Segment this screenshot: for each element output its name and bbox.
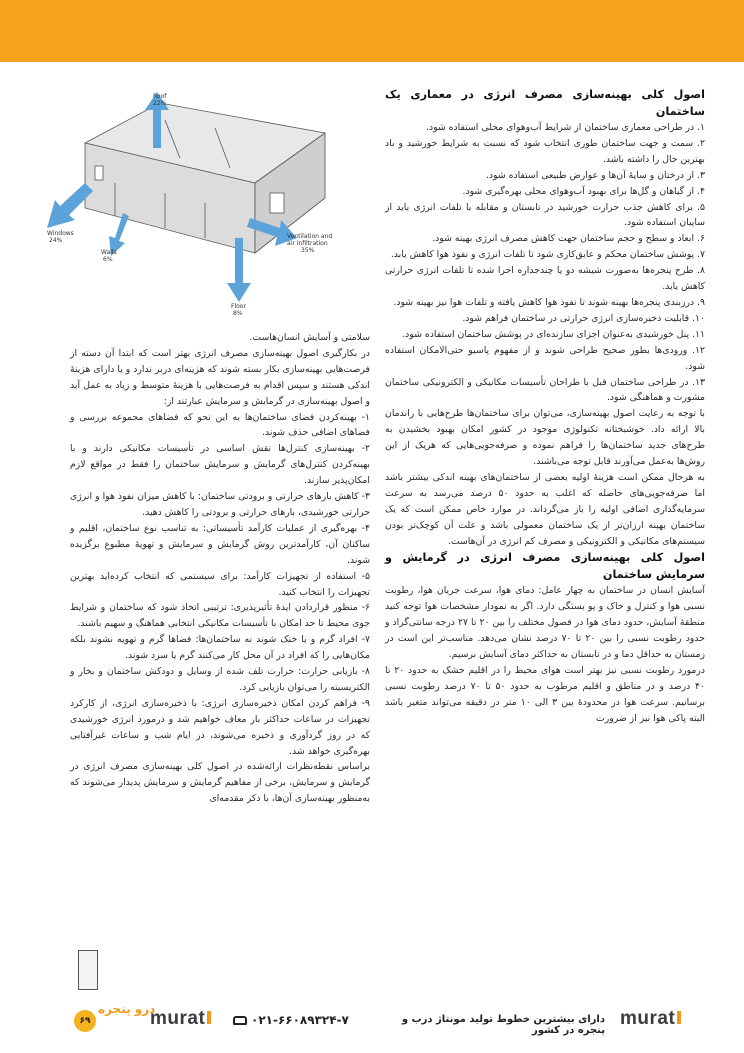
paragraph: ۱۱. پنل خورشیدی به‌عنوان اجزای سازنده‌ای در پوشش ساختمان استفاده شود. (402, 328, 705, 340)
floor-label: Floor (231, 303, 246, 310)
floor-pct: 8% (233, 310, 243, 317)
paragraph: ۱- بهینه‌کردن فضای ساختمان‌ها به این نحو که فضاهای مجموعه بررسی و فضاهای اضافی حذف شوند. (70, 411, 370, 439)
heading-architecture: اصول کلی بهینه‌سازی مصرف انرژی در معماری یک ساختمان (385, 88, 705, 118)
brand-name: murat (620, 1008, 676, 1029)
right-column (385, 86, 705, 727)
left-column (70, 330, 370, 807)
paragraph: ۵. برای کاهش جذب حرارت خورشید در تابستان و مقابله با تلفات انرژی باید از سایبان استفاده شود. (385, 201, 705, 229)
ventilation-label-1: Ventilation and (287, 233, 333, 240)
phone-text: ۰۲۱-۶۶۰۸۹۳۲۴-۷ (251, 1013, 349, 1027)
brand-accent-icon (207, 1011, 211, 1024)
roof-pct: 22% (153, 100, 167, 107)
brand-logo-left (150, 1008, 211, 1030)
paragraph: براساس نقطه‌نظرات ارائه‌شده در اصول کلی بهینه‌سازی مصرف انرژی در گرمایش و سرمایش، برخی از مفاهیم گرمایش و سرمایش پدیدار می‌شوند که به‌منظور بهینه‌سازی آن‌ها، با ذکر مقدمه‌ای (70, 761, 370, 805)
brand-name: murat (150, 1008, 206, 1029)
phone-number (233, 1013, 349, 1027)
magazine-name: درو پنجره (98, 1002, 156, 1016)
paragraph: ۱۲. ورودی‌ها بطور صحیح طراحی شوند و از مفهوم پاسیو حتی‌الامکان استفاده شود. (385, 344, 705, 372)
paragraph: ۱۰. قابلیت ذخیره‌سازی انرژی حرارتی در ساختمان فراهم شود. (462, 312, 705, 324)
paragraph: با توجه به رعایت اصول بهینه‌سازی، می‌توان برای ساختمان‌ها طرح‌هایی با راندمان بالا ارائه داد. خوشبختانه تکنولوژی موجود در کشور امکان بهبود بخشیدن به طرح‌های جدید ساختمان‌ها را فراهم نموده و صرفه‌جویی‌هایی که هریک از این روش‌ها به‌عمل می‌آورند قابل توجه می‌باشند. (385, 408, 705, 468)
paragraph: ۲. سمت و جهت ساختمان طوری انتخاب شود که نسبت به شرایط خورشید و باد بهترین حال را داشته باشد. (385, 137, 705, 165)
paragraph: در بکارگیری اصول بهینه‌سازی مصرف انرژی بهتر است که ابتدا آن دسته از فرصت‌هایی بهینه‌سازی بکار بسته شوند که هزینه‌ای دربر ندارد و یا دارای هزینهٔ اندکی هستند و سپس اقدام به فرصت‌هایی با هزینهٔ متوسط و زیاد به عمل آید و اصول بهینه‌سازی در گرمایش و سرمایش عبارتند از: (70, 347, 370, 407)
paragraph: ۹. درزبندی پنجره‌ها بهینه شوند تا نفوذ هوا کاهش یافته و تلفات هوا نیز بهینه شود. (393, 296, 705, 308)
windows-label: Windows (47, 230, 74, 237)
paragraph: درمورد رطوبت نسبی نیز بهتر است هوای محیط را در اقلیم خشک به حدود ۲۰ تا ۴۰ درصد و در مناطق و اقلیم مرطوب به حدود ۵۰ تا ۷۰ درصد رطوبت نسبی برسانیم. سرعت هوا در محدودهٔ بین ۳ الی ۱۰ متر در دقیقه می‌تواند متغیر باشد البته پاکی هوا نیز از ضرورت (385, 665, 706, 724)
paragraph: ۴. از گیاهان و گل‌ها برای بهبود آب‌وهوای محلی بهره‌گیری شود. (462, 185, 705, 197)
paragraph: ۱. در طراحی معماری ساختمان از شرایط آب‌وهوای محلی استفاده شود. (426, 122, 705, 133)
paragraph: ۶- منظور قراردادن ایدهٔ تأثیرپذیری: ترتیبی اتخاذ شود که ساختمان و شرایط جوی محیط تا حد امکان با تأسیسات مکانیکی انتخابی هماهنگ و سهیم باشند. (70, 602, 370, 630)
windows-pct: 24% (49, 237, 63, 244)
paragraph: ۹- فراهم کردن امکان ذخیره‌سازی انرژی: با ذخیره‌سازی انرژی، از کارکرد تجهیزات در ساعات حداکثر بار معاف خواهیم شد و درمورد انرژی خورشیدی که در روز گردآوری و ذخیره می‌شوند، در ایام شب و ساعات غیرآفتابی بهره‌گیری خواهد شد. (70, 697, 370, 757)
roof-label: Roof (153, 93, 167, 100)
paragraph: ۳. از درختان و سایهٔ آن‌ها و عوارض طبیعی استفاده شود. (485, 169, 705, 181)
paragraph: ۴- بهره‌گیری از عملیات کارآمد تأسیساتی: به تناسب نوع ساختمان، اقلیم و ساکنان آن، کارآمدترین روش گرمایش و سرمایش و تهویهٔ مطبوع برگزیده شوند. (70, 522, 370, 566)
paragraph: آسایش انسان در ساختمان به چهار عامل: دمای هوا، سرعت جریان هوا، رطوبت نسبی هوا و کنترل و خاک و پو بستگی دارد. اگر به نمودار مشخصات هوا توجه کنید منطقهٔ آسایش، حدود دمای هوا در فصول مختلف را بین ۲۰ تا ۲۷ درجه سانتی‌گراد و حدود رطوبت نسبی را بین ۲۰ تا ۷۰ درصد نشان می‌دهد. مناسب‌تر این است در زمستان به حداقل دما و در تابستان به حداکثر دمای آسایش برسیم. (385, 585, 705, 661)
paragraph: ۳- کاهش بارهای حرارتی و برودتی ساختمان: با کاهش میزان نفوذ هوا و انرژی حرارتی خورشیدی، بارهای حرارتی و برودتی را کاهش دهید. (70, 491, 370, 518)
walls-label: Walls (101, 249, 117, 256)
paragraph: ۸. طرح پنجره‌ها به‌صورت شیشه دو یا چندجداره اجرا شده تا تلفات انرژی حرارتی کاهش یابد. (385, 265, 705, 293)
brand-accent-icon (677, 1011, 681, 1024)
brand-logo-right (620, 1008, 681, 1030)
energy-loss-diagram (45, 88, 365, 318)
paragraph: ۵- استفاده از تجهیزات کارآمد: برای سیستمی که انتخاب کرده‌اید بهترین تجهیزات را انتخاب کنید. (70, 570, 370, 598)
paragraph: ۸- بازیابی حرارت: حرارت تلف شده از وسایل و دودکش ساختمان و بخار و الکتریسیته را می‌توان بازیابی کرد. (70, 666, 370, 693)
paragraph: ۱۳. در طراحی ساختمان قبل با طراحان تأسیسات مکانیکی و الکترونیکی ساختمان مشورت و هماهنگی شود. (385, 376, 705, 404)
heading-heating-cooling: اصول کلی بهینه‌سازی مصرف انرژی در گرمایش و سرمایش ساختمان (385, 551, 705, 582)
ventilation-label-2: air infiltration (287, 240, 328, 247)
paragraph: به هرحال ممکن است هزینهٔ اولیه بعضی از ساختمان‌های بهینه اندکی بیشتر باشد اما صرفه‌جویی‌های حاصله که اغلب به حدود ۵۰ درصد می‌رسد به سرعت سرمایه‌گذاری اضافی اولیه را باز می‌گرداند. در موارد خاص ممکن است که یک ساختمان بهینه ارزان‌تر از یک ساختمان معمولی باشد و علت آن کوچک‌تر بودن سیستم‌های مکانیکی و الکترونیکی و مصرف کم انرژی در آن‌هاست. (385, 471, 706, 547)
phone-icon (233, 1016, 247, 1025)
paragraph: ۲- بهینه‌سازی کنترل‌ها نقش اساسی در تأسیسات مکانیکی دارند و با بهینه‌کردن کنترل‌های گرمایش و سرمایش ساختمان را فقط در مواقع لازم امکان‌پذیر سازند. (70, 443, 370, 487)
header-bar (0, 0, 744, 62)
paragraph: ۷. پوشش ساختمان محکم و عایق‌کاری شود تا تلفات انرژی و نفوذ هوا کاهش یابد. (390, 249, 705, 261)
paragraph: ۶. ابعاد و سطح و حجم ساختمان جهت کاهش مصرف انرژی بهینه شود. (432, 233, 705, 245)
walls-pct: 6% (103, 256, 113, 263)
page-number: ۶۹ (74, 1010, 96, 1032)
paragraph: ۷- افراد گرم و یا خنک شوند نه ساختمان‌ها: فضاها گرم و تهویه نشوند بلکه مکان‌هایی را که افراد در آن محل کار می‌کنند گرم یا سرد شوند. (70, 634, 370, 662)
magazine-logo (78, 950, 98, 990)
ventilation-pct: 35% (301, 247, 315, 254)
tagline: دارای بیشترین خطوط تولید مونتاژ درب و پنجره در کشور (401, 1014, 605, 1036)
paragraph: سلامتی و آسایش انسان‌هاست. (249, 332, 370, 343)
